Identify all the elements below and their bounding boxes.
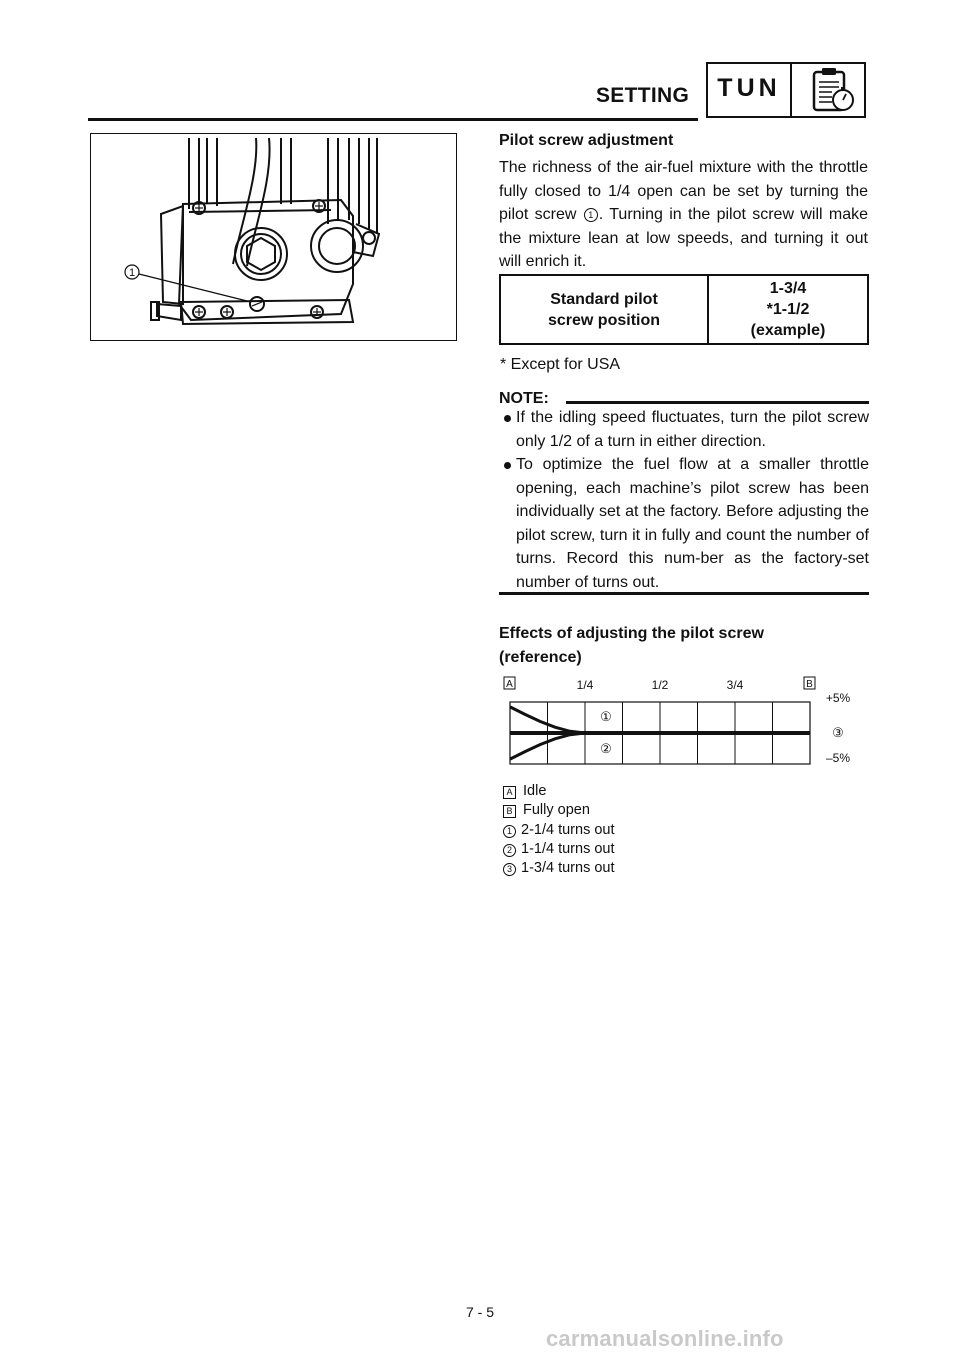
legend-text: 1-1/4 turns out <box>521 841 615 857</box>
bullet-icon <box>504 415 511 422</box>
legend-key-a: A <box>503 786 516 799</box>
spec-label-cell <box>501 276 707 343</box>
note-label: NOTE: <box>499 390 549 407</box>
effects-heading-line1: Effects of adjusting the pilot screw <box>499 625 764 642</box>
x-tick-label: 1/2 <box>651 678 669 692</box>
legend-key-3: 3 <box>503 863 516 876</box>
bullet-icon <box>504 462 511 469</box>
x-tick-label: 3/4 <box>726 678 744 692</box>
x-tick-label: B <box>806 679 813 690</box>
spec-label-line2: screw position <box>547 311 661 329</box>
legend-item-idle <box>503 782 546 801</box>
series-label: ② <box>600 741 612 756</box>
chapter-tab-divider <box>790 62 792 118</box>
note-item-text: To optimize the fuel flow at a smaller throttle opening, each machine’s pilot screw has been individually set at the factory. Before adjusting the pilot screw, turn it in fully and count the number of turns. Record this num-ber as the factory-set number of turns out. <box>516 456 869 591</box>
legend-key-2: 2 <box>503 844 516 857</box>
chapter-code: TUN <box>717 73 781 102</box>
spec-value-line2: *1-1/2 <box>766 301 810 318</box>
legend-text: 1-3/4 turns out <box>521 860 615 876</box>
note-item <box>499 406 869 453</box>
series-label: ① <box>600 709 612 724</box>
clipboard-stopwatch-icon <box>808 66 858 116</box>
spec-value-cell <box>709 276 867 343</box>
spec-value-line3: (example) <box>750 322 826 339</box>
callout-1 <box>125 265 139 279</box>
legend-key-b: B <box>503 805 516 818</box>
x-tick-label: 1/4 <box>576 678 594 692</box>
carburetor-drawing <box>91 134 455 339</box>
legend-text: Fully open <box>523 802 590 818</box>
legend-item-fully-open <box>503 801 590 820</box>
effects-heading-line2: (reference) <box>499 649 582 666</box>
chart-labels <box>504 677 851 765</box>
y-label: –5% <box>825 751 851 765</box>
legend-text: 2-1/4 turns out <box>521 822 615 838</box>
pilot-body-part1: The richness of the air-fuel mixture with the throttle fully closed to 1/4 open can be set by turning the pilot screw <box>499 159 868 223</box>
reference-mark-1: 1 <box>584 208 598 222</box>
spec-label-line1: Standard pilot <box>550 290 658 308</box>
pilot-screw-paragraph <box>499 156 868 274</box>
header-rule <box>88 118 698 121</box>
pilot-screw-heading: Pilot screw adjustment <box>499 132 674 149</box>
effects-chart <box>490 674 870 774</box>
legend-key-1: 1 <box>503 825 516 838</box>
page-number: 7 - 5 <box>465 1304 494 1320</box>
spec-value-line1: 1-3/4 <box>769 280 807 297</box>
legend-text: Idle <box>523 783 547 799</box>
spec-footnote: * Except for USA <box>500 356 621 373</box>
note-rule-top <box>566 401 869 404</box>
note-item <box>499 453 869 594</box>
y-label: ③ <box>832 725 844 740</box>
x-tick-label: A <box>506 679 513 690</box>
pilot-body-part2: . Turning in the pilot screw will make the mixture lean at low speeds, and turning it out will enrich it. <box>499 206 868 270</box>
carburetor-illustration <box>90 133 457 341</box>
legend-item-1 <box>503 821 615 840</box>
callout-1-label: 1 <box>128 267 136 279</box>
watermark: carmanualsonline.info <box>546 1326 784 1351</box>
note-rule-bottom <box>499 592 869 595</box>
y-label: +5% <box>825 691 851 705</box>
legend-item-2 <box>503 840 615 859</box>
legend-item-3 <box>503 859 615 878</box>
note-item-text: If the idling speed fluctuates, turn the pilot screw only 1/2 of a turn in either direction. <box>516 409 869 450</box>
effects-heading <box>499 622 869 670</box>
section-title: SETTING <box>596 84 690 107</box>
